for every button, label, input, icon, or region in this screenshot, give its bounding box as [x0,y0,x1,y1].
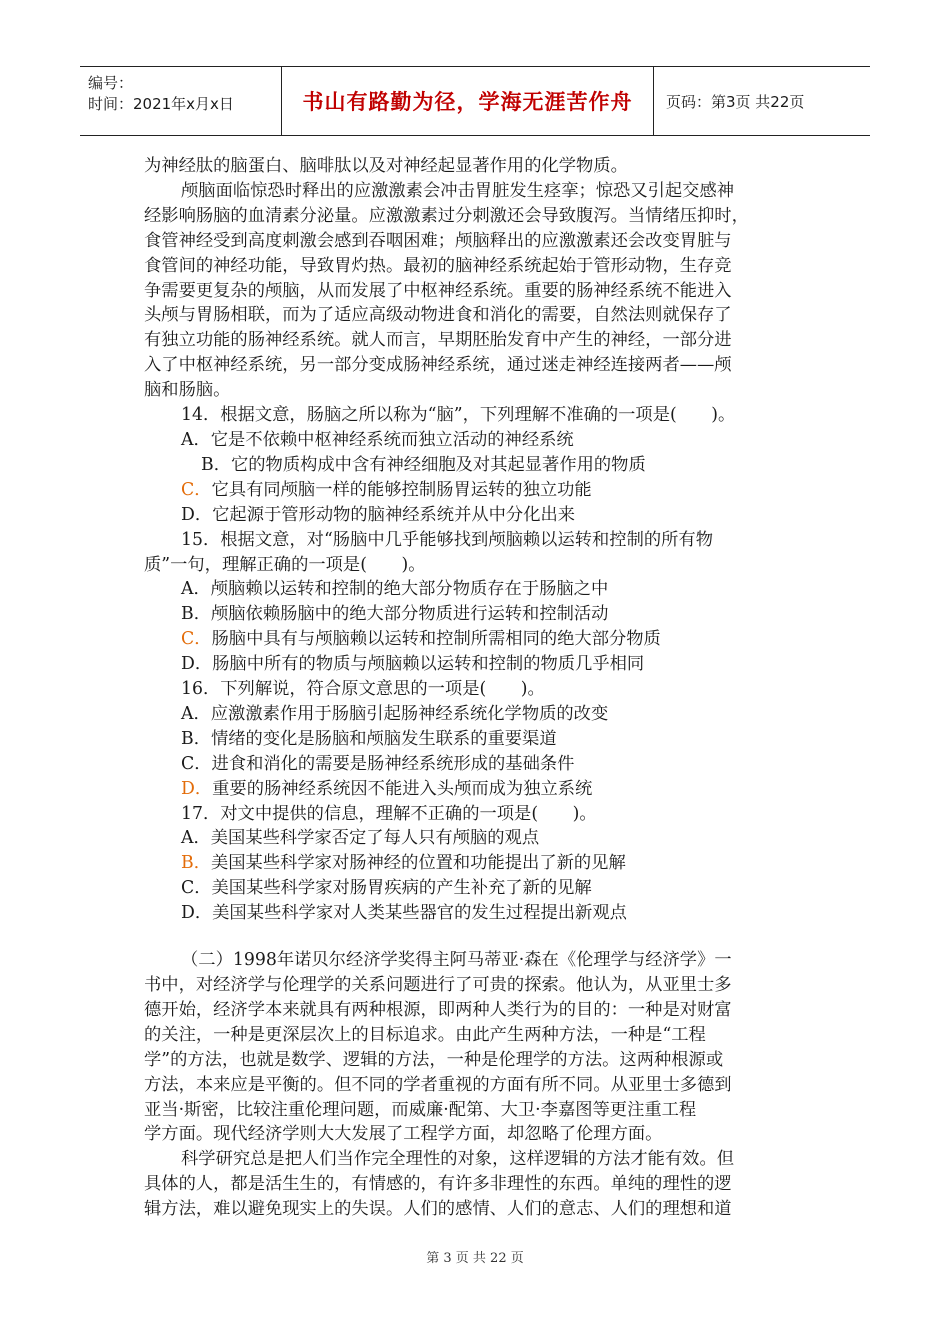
page-header [80,66,870,136]
paragraph-line: 亚当·斯密，比较注重伦理问题，而威廉·配第、大卫·李嘉图等更注重工程 [144,1099,697,1120]
date-label: 时间：2021年x月x日 [88,95,234,113]
option-text: 美国某些科学家对肠神经的位置和功能提出了新的见解 [210,853,626,874]
q15-option-a: A．颅脑赖以运转和控制的绝大部分物质存在于肠脑之中 [181,579,609,600]
option-text: 它具有同颅脑一样的能够控制肠胃运转的独立功能 [211,479,592,500]
paragraph-line: 有独立功能的肠神经系统。就人而言，早期胚胎发育中产生的神经，一部分进 [144,330,732,351]
q16-option-b: B．情绪的变化是肠脑和颅脑发生联系的重要渠道 [181,728,557,749]
paragraph-line: 学”的方法，也就是数学、逻辑的方法，一种是伦理学的方法。这两种根源或 [144,1049,724,1070]
paragraph-line: 的关注，一种是更深层次上的目标追求。由此产生两种方法，一种是“工程 [144,1024,706,1045]
paragraph-line: 食管间的神经功能，导致胃灼热。最初的脑神经系统起始于管形动物，生存竞 [144,255,732,276]
paragraph-line: 经影响肠脑的血清素分泌量。应激激素过分刺激还会导致腹泻。当情绪压抑时， [144,205,749,226]
q14-option-a: A．它是不依赖中枢神经系统而独立活动的神经系统 [181,429,574,450]
code-label: 编号： [88,74,134,92]
paragraph-line: 具体的人，都是活生生的，有情感的，有许多非理性的东西。单纯的理性的逻 [144,1174,732,1195]
paragraph-line: 科学研究总是把人们当作完全理性的对象，这样逻辑的方法才能有效。但 [181,1149,735,1170]
question-17-stem: 17．对文中提供的信息，理解不正确的一项是( )。 [181,803,597,824]
section-gap [144,926,824,948]
paragraph-line: 脑和肠脑。 [144,380,231,401]
paragraph-line: 争需要更复杂的颅脑，从而发展了中枢神经系统。重要的肠神经系统不能进入 [144,280,732,301]
option-text: 重要的肠神经系统因不能进入头颅而成为独立系统 [212,778,593,799]
paragraph-line: 为神经肽的脑蛋白、脑啡肽以及对神经起显著作用的化学物质。 [144,156,628,176]
paragraph-line: 辑方法，难以避免现实上的失误。人们的感情、人们的意志、人们的理想和道 [144,1199,732,1220]
paragraph-line: 德开始，经济学本来就具有两种根源，即两种人类行为的目的：一种是对财富 [144,999,732,1020]
q17-option-b [144,851,824,876]
q14-option-d: D．它起源于管形动物的脑神经系统并从中分化出来 [181,504,576,525]
document-body [144,154,824,1222]
q14-option-c [144,478,824,503]
q17-option-a: A．美国某些科学家否定了每人只有颅脑的观点 [181,828,540,849]
answer-letter: D． [181,778,213,799]
page-footer: 第 3 页 共 22 页 [426,1251,524,1266]
answer-letter: B． [181,853,211,874]
header-motto: 书山有路勤为径，学海无涯苦作舟 [282,67,654,135]
paragraph-line: （二）1998年诺贝尔经济学奖得主阿马蒂亚·森在《伦理学与经济学》一 [181,950,732,971]
header-meta [80,67,282,135]
header-page-label: 页码：第3页 共22页 [666,92,805,111]
q17-option-d: D．美国某些科学家对人类某些器官的发生过程提出新观点 [181,903,627,924]
question-15-stem-cont: 质”一句，理解正确的一项是( )。 [144,554,426,575]
question-16-stem: 16．下列解说，符合原文意思的一项是( )。 [181,679,545,700]
paragraph-line: 食管神经受到高度刺激会感到吞咽困难；颅脑释出的应激激素还会改变胃脏与 [144,230,732,251]
paragraph-line: 方法，本来应是平衡的。但不同的学者重视的方面有所不同。从亚里士多德到 [144,1074,732,1095]
answer-letter: C． [181,479,212,500]
q15-option-b: B．颅脑依赖肠脑中的绝大部分物质进行运转和控制活动 [181,604,609,625]
q16-option-a: A．应激激素作用于肠脑引起肠神经系统化学物质的改变 [181,703,609,724]
paragraph-line: 颅脑面临惊恐时释出的应激激素会冲击胃脏发生痉挛；惊恐又引起交感神 [181,180,735,201]
paragraph-line: 书中，对经济学与伦理学的关系问题进行了可贵的探索。他认为，从亚里士多 [144,975,732,995]
question-14-stem: 14．根据文意，肠脑之所以称为“脑”，下列理解不准确的一项是( )。 [181,405,736,426]
paragraph-line: 入了中枢神经系统，另一部分变成肠神经系统，通过迷走神经连接两者——颅 [144,355,732,376]
q15-option-d: D．肠脑中所有的物质与颅脑赖以运转和控制的物质几乎相同 [181,654,645,675]
q16-option-d [144,777,824,802]
question-15-stem: 15．根据文意，对“肠脑中几乎能够找到颅脑赖以运转和控制的所有物 [181,529,713,550]
paragraph-line: 学方面。现代经济学则大大发展了工程学方面，却忽略了伦理方面。 [144,1124,663,1145]
q14-option-b: B．它的物质构成中含有神经细胞及对其起显著作用的物质 [201,454,646,475]
paragraph-line: 头颅与胃肠相联，而为了适应高级动物进食和消化的需要，自然法则就保存了 [144,305,732,326]
answer-letter: C． [181,629,212,650]
q15-option-c [144,627,824,652]
option-text: 肠脑中具有与颅脑赖以运转和控制所需相同的绝大部分物质 [211,629,661,650]
q16-option-c: C．进食和消化的需要是肠神经系统形成的基础条件 [181,753,575,774]
q17-option-c: C．美国某些科学家对肠胃疾病的产生补充了新的见解 [181,878,592,899]
